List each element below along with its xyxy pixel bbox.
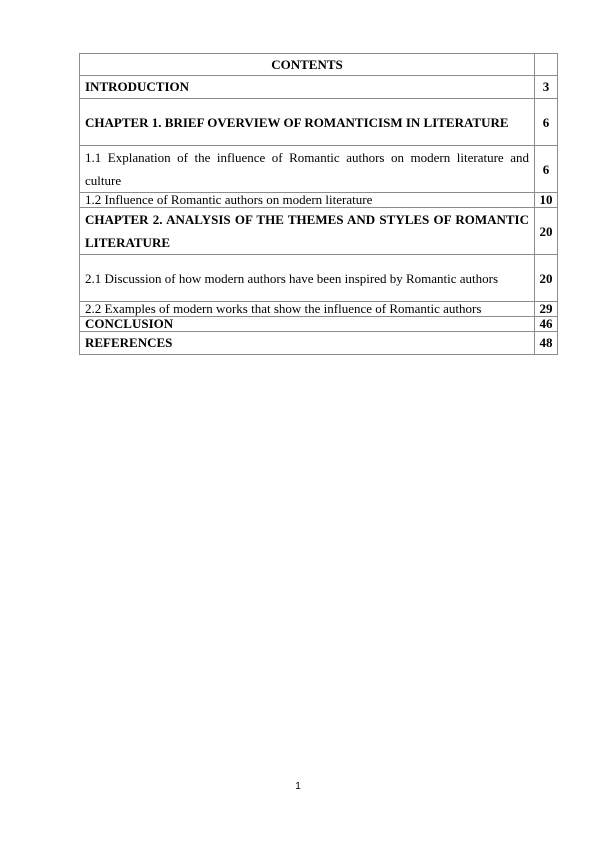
toc-heading: CONTENTS — [80, 54, 535, 76]
toc-row — [80, 255, 558, 302]
toc-page-number: 29 — [535, 302, 558, 317]
toc-page-number: 10 — [535, 193, 558, 208]
toc-row — [80, 99, 558, 146]
page-number: 1 — [295, 781, 301, 792]
toc-row — [80, 76, 558, 99]
toc-entry-section-2-1[interactable]: 2.1 Discussion of how modern authors have been inspired by Romantic authors — [80, 255, 535, 302]
toc-entry-conclusion[interactable]: CONCLUSION — [80, 317, 535, 332]
toc-page-number: 48 — [535, 332, 558, 355]
toc-page-number: 46 — [535, 317, 558, 332]
toc-heading-page-cell — [535, 54, 558, 76]
toc-entry-chapter-1[interactable]: CHAPTER 1. BRIEF OVERVIEW OF ROMANTICISM IN LITERATURE — [80, 99, 535, 146]
table-of-contents — [79, 53, 558, 355]
toc-page-number: 3 — [535, 76, 558, 99]
toc-page-number: 20 — [535, 255, 558, 302]
toc-row — [80, 302, 558, 317]
toc-page-number: 20 — [535, 208, 558, 255]
toc-row — [80, 208, 558, 255]
toc-entry-introduction[interactable]: INTRODUCTION — [80, 76, 535, 99]
toc-entry-section-2-2[interactable]: 2.2 Examples of modern works that show the influence of Romantic authors — [80, 302, 535, 317]
toc-row — [80, 146, 558, 193]
toc-entry-section-1-1[interactable]: 1.1 Explanation of the influence of Romantic authors on modern literature and culture — [80, 146, 535, 193]
toc-row — [80, 317, 558, 332]
toc-entry-chapter-2[interactable]: CHAPTER 2. ANALYSIS OF THE THEMES AND STYLES OF ROMANTIC LITERATURE — [80, 208, 535, 255]
toc-page-number: 6 — [535, 146, 558, 193]
toc-row — [80, 332, 558, 355]
toc-entry-references[interactable]: REFERENCES — [80, 332, 535, 355]
toc-heading-row — [80, 54, 558, 76]
toc-entry-section-1-2[interactable]: 1.2 Influence of Romantic authors on modern literature — [80, 193, 535, 208]
toc-row — [80, 193, 558, 208]
toc-page-number: 6 — [535, 99, 558, 146]
